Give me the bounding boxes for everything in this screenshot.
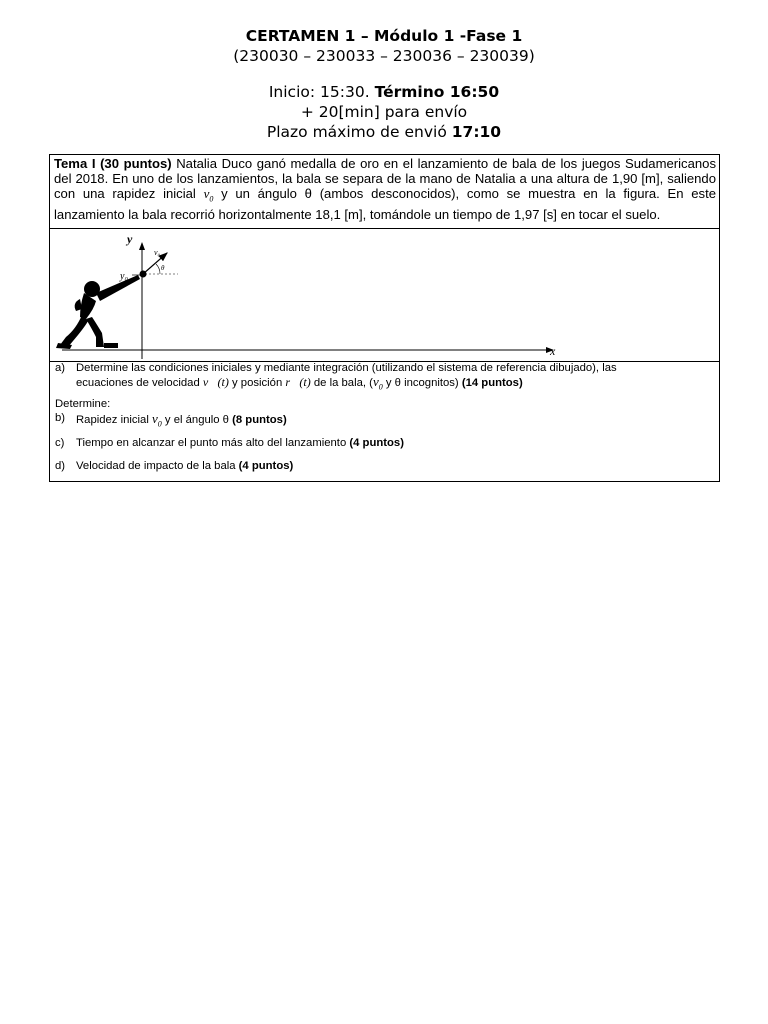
y-axis-label: y xyxy=(127,232,133,246)
problem-text-2: y un ángulo θ (ambos desconocidos), como se muestra en la figura. En este lanzamiento la bala recorrió horizontalmente 18,1 [m], tomándole un tiempo de 1,97 [s] en tocar el suelo. xyxy=(54,186,716,222)
position-symbol: r⃗(t) xyxy=(285,375,311,389)
athlete-silhouette xyxy=(56,275,140,349)
question-a-text-3: y posición xyxy=(232,377,283,389)
question-a-text-2: ecuaciones de velocidad xyxy=(76,377,200,389)
deadline-line xyxy=(0,122,768,142)
velocity-symbol: v⃗(t) xyxy=(202,375,229,389)
problem-box xyxy=(49,154,720,482)
shot-put-figure xyxy=(50,229,719,362)
v0-symbol-a: $v_0$ xyxy=(372,374,383,392)
question-b-text-2: y el ángulo θ xyxy=(164,414,229,426)
question-b-text-1: Rapidez inicial xyxy=(76,414,149,426)
question-c-label: c) xyxy=(55,437,65,449)
deadline-label: Plazo máximo de envió xyxy=(266,123,447,141)
deadline-time: 17:10 xyxy=(451,123,502,141)
problem-heading: Tema I (30 puntos) xyxy=(54,156,172,171)
question-d-label: d) xyxy=(55,460,66,472)
problem-text-1: Natalia Duco ganó medalla de oro en el lanzamiento de bala de los juegos Sudamericanos del 2018. En uno de los lanzamientos, la bala se separa de la mano de Natalia a una altura de 1,90 [m], saliendo con una rapidez inicial xyxy=(54,156,716,201)
question-a-text-1: Determine las condiciones iniciales y mediante integración (utilizando el sistema de referencia dibujado), las xyxy=(76,362,617,374)
end-time: Término 16:50 xyxy=(374,83,500,101)
start-time: Inicio: 15:30. xyxy=(268,83,370,101)
extra-time: + 20[min] para envío xyxy=(300,103,468,121)
question-b-label: b) xyxy=(55,412,66,424)
determine-label: Determine: xyxy=(55,398,111,410)
exam-header xyxy=(0,26,768,142)
question-c-points: (4 puntos) xyxy=(349,437,404,449)
schedule-line xyxy=(0,82,768,102)
y0-label: y₀ xyxy=(120,271,128,282)
question-a-points: (14 puntos) xyxy=(461,377,523,389)
exam-title: CERTAMEN 1 – Módulo 1 -Fase 1 xyxy=(245,27,523,45)
v0-symbol-b: $v_0$ xyxy=(151,411,162,429)
figure-diagram xyxy=(50,229,719,361)
x-axis-label: x xyxy=(550,344,556,358)
problem-statement xyxy=(50,155,719,229)
theta-label: θ xyxy=(161,264,165,272)
question-a-text-5: y θ incognitos) xyxy=(385,377,459,389)
question-c-text: Tiempo en alcanzar el punto más alto del lanzamiento xyxy=(76,437,347,449)
question-d-text: Velocidad de impacto de la bala xyxy=(76,460,236,472)
question-a-label: a) xyxy=(55,362,66,374)
question-a-text-4: de la bala, ( xyxy=(313,377,373,389)
question-b-points: (8 puntos) xyxy=(232,414,287,426)
v0-label: v₀ xyxy=(154,248,161,257)
question-d-points: (4 puntos) xyxy=(238,460,294,472)
v0-symbol: $v_0$ xyxy=(203,186,214,204)
course-codes: (230030 – 230033 – 230036 – 230039) xyxy=(233,47,535,65)
